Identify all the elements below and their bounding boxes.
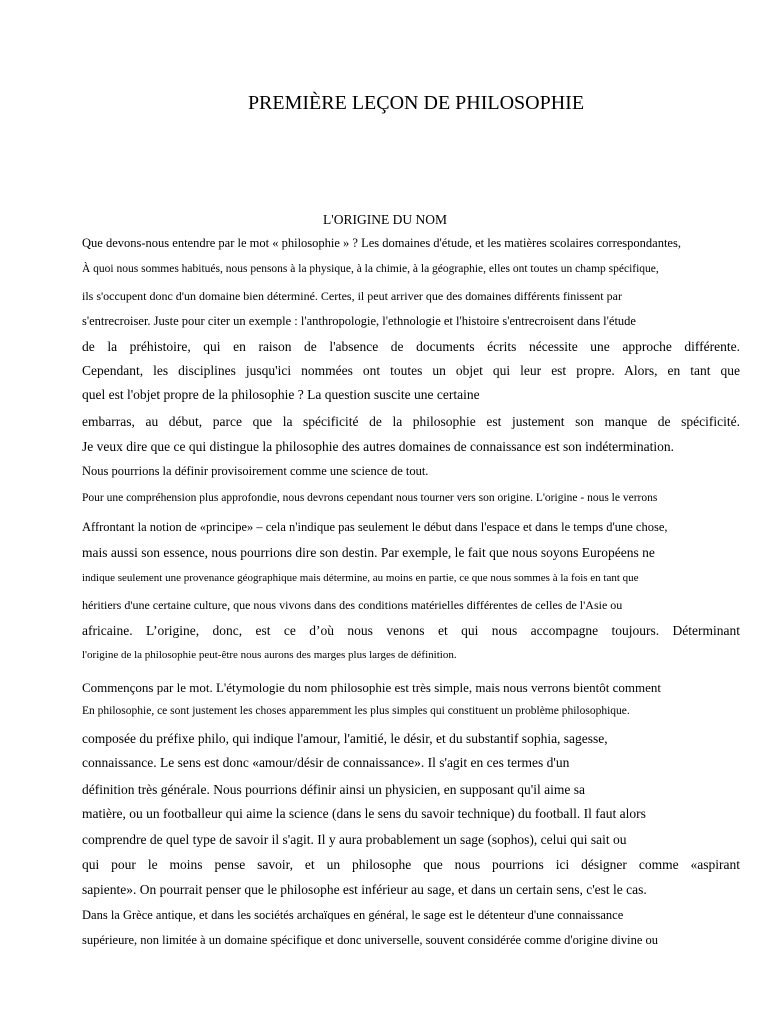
text-line: À quoi nous sommes habitués, nous pensons à la physique, à la chimie, à la géographie, elles ont toutes un champ spécifique,	[82, 263, 659, 275]
text-line: sapiente». On pourrait penser que le philosophe est inférieur au sage, et dans un certain sens, c'est le cas.	[82, 882, 647, 897]
text-line: composée du préfixe philo, qui indique l'amour, l'amitié, le désir, et du substantif sophia, sagesse,	[82, 731, 608, 746]
text-line: africaine. L’origine, donc, est ce d’où nous venons et qui nous accompagne toujours. Déterminant	[82, 623, 740, 638]
text-line: héritiers d'une certaine culture, que nous vivons dans des conditions matérielles différentes de celles de l'Asie ou	[82, 598, 623, 612]
text-line: s'entrecroiser. Juste pour citer un exemple : l'anthropologie, l'ethnologie et l'histoire s'entrecroisent dans l'étude	[82, 314, 636, 328]
text-line: Je veux dire que ce qui distingue la philosophie des autres domaines de connaissance est son indétermination.	[82, 439, 674, 454]
text-line: supérieure, non limitée à un domaine spécifique et donc universelle, souvent considérée comme d'origine divine ou	[82, 933, 659, 947]
text-line: Nous pourrions la définir provisoirement comme une science de tout.	[82, 464, 429, 478]
text-line: En philosophie, ce sont justement les choses apparemment les plus simples qui constituent un problème philosophique.	[82, 705, 630, 717]
text-line: Dans la Grèce antique, et dans les sociétés archaïques en général, le sage est le détenteur d'une connaissance	[82, 908, 624, 922]
text-line: matière, ou un footballeur qui aime la science (dans le sens du savoir technique) du football. Il faut alors	[82, 806, 646, 821]
text-line: ils s'occupent donc d'un domaine bien déterminé. Certes, il peut arriver que des domaines différents finissent par	[82, 289, 622, 303]
text-line: Affrontant la notion de «principe» – cela n'indique pas seulement le début dans l'espace et dans le temps d'une chose,	[82, 520, 668, 534]
text-line: qui pour le moins pense savoir, et un philosophe que nous pourrions ici désigner comme «aspirant	[82, 857, 740, 872]
text-line: de la préhistoire, qui en raison de l'absence de documents écrits nécessite une approche différente.	[82, 339, 740, 354]
text-line: l'origine de la philosophie peut-être nous aurons des marges plus larges de définition.	[82, 649, 457, 661]
document-title: PREMIÈRE LEÇON DE PHILOSOPHIE	[247, 92, 585, 114]
section-heading: L'ORIGINE DU NOM	[323, 212, 447, 227]
text-line: Commençons par le mot. L'étymologie du nom philosophie est très simple, mais nous verrons bientôt comment	[82, 680, 661, 695]
text-line: Que devons-nous entendre par le mot « philosophie » ? Les domaines d'étude, et les matières scolaires correspondantes,	[82, 236, 681, 250]
text-line: indique seulement une provenance géographique mais détermine, au moins en partie, ce que nous sommes à la fois en tant que	[82, 572, 639, 584]
text-line: définition très générale. Nous pourrions définir ainsi un physicien, en supposant qu'il aime sa	[82, 782, 585, 797]
text-line: embarras, au début, parce que la spécificité de la philosophie est justement son manque de spécificité.	[82, 414, 740, 429]
text-line: mais aussi son essence, nous pourrions dire son destin. Par exemple, le fait que nous soyons Européens ne	[82, 545, 655, 560]
text-line: Cependant, les disciplines jusqu'ici nommées ont toutes un objet qui leur est propre. Alors, en tant que	[82, 363, 740, 378]
text-line: Pour une compréhension plus approfondie, nous devrons cependant nous tourner vers son origine. L'origine - nous le verrons	[82, 492, 658, 504]
text-line: quel est l'objet propre de la philosophie ? La question suscite une certaine	[82, 387, 480, 402]
text-line: connaissance. Le sens est donc «amour/désir de connaissance». Il s'agit en ces termes d'un	[82, 755, 570, 770]
text-line: comprendre de quel type de savoir il s'agit. Il y aura probablement un sage (sophos), celui qui sait ou	[82, 832, 627, 847]
